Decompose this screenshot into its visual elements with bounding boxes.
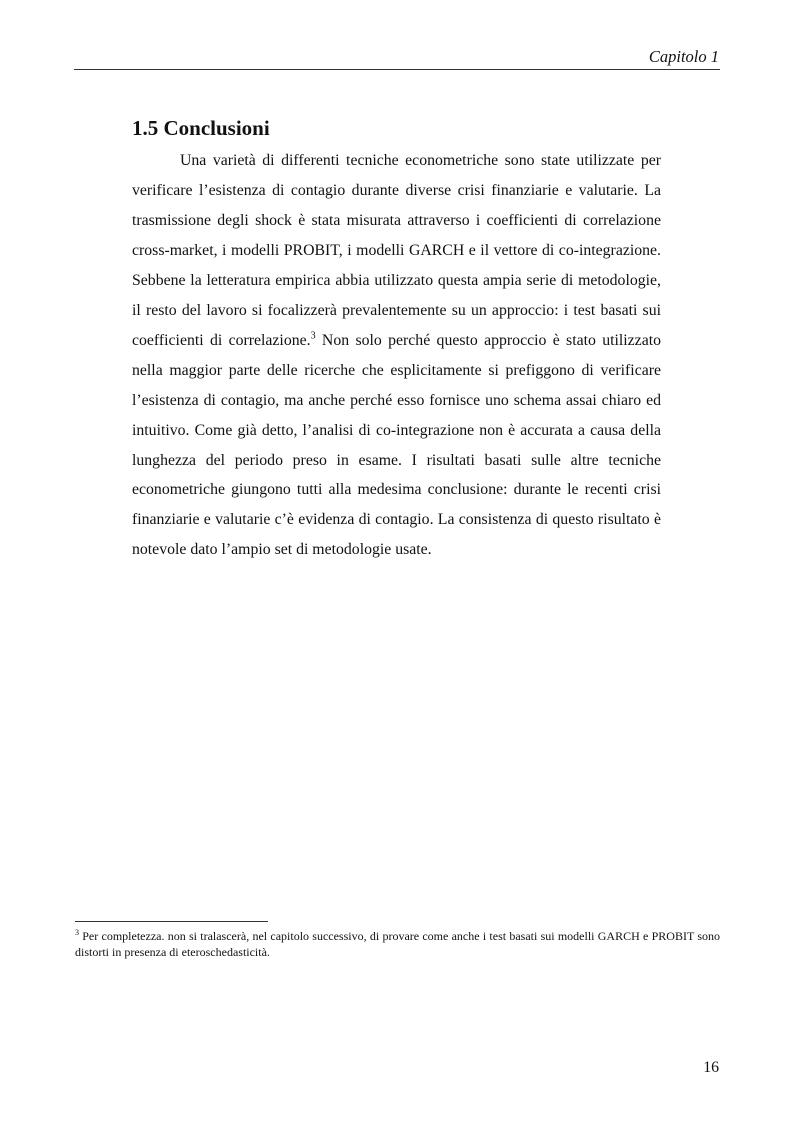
footnote-mark: 3 — [75, 928, 79, 937]
footnote-separator — [75, 921, 268, 922]
footnote-text: Per completezza. non si tralascerà, nel capitolo successivo, di provare come anche i test basati sui modelli GARCH e PROBIT sono distorti in presenza di eteroschedasticità. — [75, 929, 720, 959]
footnote — [75, 928, 720, 960]
header-rule — [74, 69, 720, 70]
page-number: 16 — [703, 1059, 719, 1076]
footnote-reference[interactable]: 3 — [310, 330, 316, 342]
paragraph-text-part-2: Non solo perché questo approccio è stato utilizzato nella maggior parte delle ricerche che esplicitamente si prefiggono di verificare l’esistenza di contagio, ma anche perché esso fornisce uno schema assai chiaro ed intuitivo. Come già detto, l’analisi di co-integrazione non è accurata a causa della lunghezza del periodo preso in esame. I risultati basati sulle altre tecniche econometriche giungono tutti alla medesima conclusione: durante le recenti crisi finanziarie e valutarie c’è evidenza di contagio. La consistenza di questo risultato è notevole dato l’ampio set di metodologie usate. — [132, 331, 661, 559]
running-header-chapter: Capitolo 1 — [648, 47, 719, 66]
paragraph-text-part-1: Una varietà di differenti tecniche econometriche sono state utilizzate per verificare l’esistenza di contagio durante diverse crisi finanziarie e valutarie. La trasmissione degli shock è stata misurata attraverso i coefficienti di correlazione cross-market, i modelli PROBIT, i modelli GARCH e il vettore di co-integrazione. Sebbene la letteratura empirica abbia utilizzato questa ampia serie di metodologie, il resto del lavoro si focalizzerà prevalentemente su un approccio: i test basati sui coefficienti di correlazione. — [132, 152, 661, 349]
section-heading: 1.5 Conclusioni — [132, 116, 270, 140]
body-paragraph — [132, 146, 661, 565]
